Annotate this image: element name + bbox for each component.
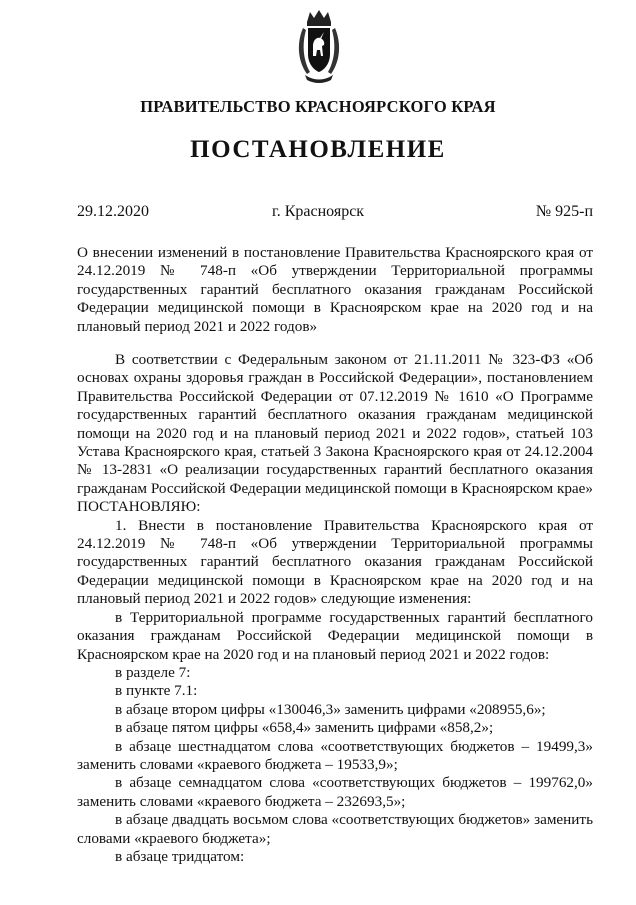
title-text: О внесении изменений в постановление Правительства Красноярского края от 24.12.2019 № 748-п «Об утверждении Территориальной программы государственных гарантий бесплатного оказания гражданам Российской Федерации медицинской помощи в Красноярском крае на 2020 год и на плановый период 2021 и 2022 годов» [77,244,593,335]
document-date: 29.12.2020 [77,203,149,220]
document-body [77,351,593,866]
coat-of-arms-icon [296,8,342,84]
document-number: № 925-п [535,203,593,220]
preamble-paragraph: В соответствии с Федеральным законом от 21.11.2011 № 323-ФЗ «Об основах охраны здоровья граждан в Российской Федерации», постановлением Правительства Российской Федерации от 07.12.2019 № 1610 «О Программе государственных гарантий бесплатного оказания гражданам медицинской помощи на 2020 год и на плановый период 2021 и 2022 годов», статьей 103 Устава Красноярского края, статьей 3 Закона Красноярского края от 24.12.2004 № 13-2831 «О реализации государственных гарантий бесплатного оказания гражданам Российской Федерации медицинской помощи в Красноярском крае» ПОСТАНОВЛЯЮ: [77,351,593,516]
document-city: г. Красноярск [271,203,365,220]
body-paragraph: в разделе 7: [115,663,191,681]
body-paragraph: в абзаце пятом цифры «658,4» заменить цифрами «858,2»; [115,719,494,737]
document-type: ПОСТАНОВЛЕНИЕ [190,136,446,163]
body-paragraph: в абзаце двадцать восьмом слова «соответствующих бюджетов» заменить словами «краевого бюджета»; [77,811,593,847]
body-paragraph: в Территориальной программе государственных гарантий бесплатного оказания гражданам Российской Федерации медицинской помощи в Красноярском крае на 2020 год и на плановый период 2021 и 2022 годов: [77,608,593,663]
document-title [77,244,593,336]
body-paragraph: в абзаце втором цифры «130046,3» заменить цифрами «208955,6»; [115,700,546,718]
body-paragraph: в абзаце тридцатом: [115,847,245,865]
body-paragraph: в пункте 7.1: [115,682,198,700]
body-paragraph: в абзаце семнадцатом слова «соответствующих бюджетов – 199762,0» заменить словами «краевого бюджета – 232693,5»; [77,774,593,810]
organization-name: ПРАВИТЕЛЬСТВО КРАСНОЯРСКОГО КРАЯ [140,97,496,116]
body-paragraph: в абзаце шестнадцатом слова «соответствующих бюджетов – 19499,3» заменить словами «краевого бюджета – 19533,9»; [77,737,593,773]
clause-paragraph: 1. Внести в постановление Правительства Красноярского края от 24.12.2019 № 748-п «Об утверждении Территориальной программы государственных гарантий бесплатного оказания гражданам Российской Федерации медицинской помощи в Красноярском крае на 2020 год и на плановый период 2021 и 2022 годов» следующие изменения: [77,516,593,608]
